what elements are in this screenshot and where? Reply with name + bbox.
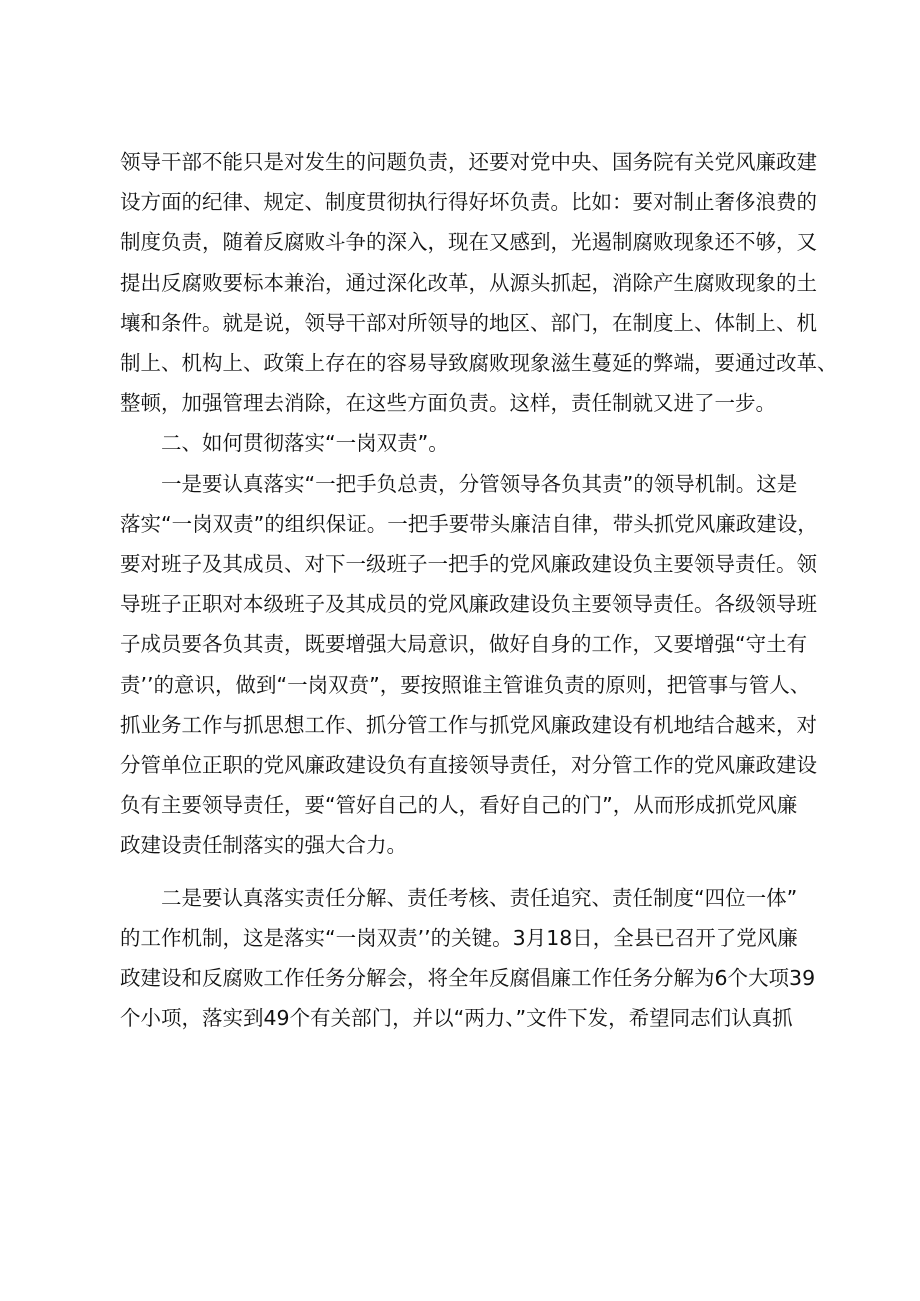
paragraph-1 <box>120 142 838 423</box>
text-line: 落实“一岗双责”的组织保证。一把手要带头廉洁自律，带头抓党风廉政建设， <box>120 511 818 536</box>
document-body <box>120 142 838 1038</box>
text-line: 二是要认真落实责任分解、责任考核、责任追究、责任制度“四位一体” <box>161 885 798 910</box>
text-line: 政建设和反腐败工作任务分解会，将全年反腐倡廉工作任务分解为6个大项39 <box>120 966 816 991</box>
text-line: 整顿，加强管理去消除，在这些方面负责。这样，责任制就又进了一步。 <box>120 391 776 416</box>
text-line: 负有主要领导责任，要“管好自己的人，看好自己的门”，从而形成抓党风廉 <box>120 793 798 818</box>
text-line: 制度负责，随着反腐败斗争的深入，现在又感到，光遏制腐败现象还不够，又 <box>120 230 817 255</box>
text-line: 导班子正职对本级班子及其成员的党风廉政建设负主要领导责任。各级领导班 <box>120 592 817 617</box>
text-line: 抓业务工作与抓思想工作、抓分管工作与抓党风廉政建设有机地结合越来，对 <box>120 712 817 737</box>
paragraph-4 <box>120 878 816 1039</box>
text-line: 的工作机制，这是落实“一岗双责’’的关键。3月18日，全县已召开了党风廉 <box>120 925 798 950</box>
paragraph-3 <box>120 464 818 866</box>
text-line: 提出反腐败要标本兼治，通过深化改革，从源头抓起，消除产生腐败现象的土 <box>120 270 817 295</box>
text-line: 领导干部不能只是对发生的问题负责，还要对党中央、国务院有关党风廉政建 <box>120 150 817 174</box>
text-line: 一是要认真落实“一把手负总责，分管领导各负其责”的领导机制。这是 <box>161 471 798 496</box>
text-line: 设方面的纪律、规定、制度贯彻执行得好坏负责。比如：要对制止奢侈浪费的 <box>120 190 817 215</box>
text-line: 子成员要各负其责，既要增强大局意识，做好自身的工作，又要增强“守土有 <box>120 632 808 657</box>
section-heading <box>120 423 810 463</box>
text-line: 分管单位正职的党风廉政建设负有直接领导责任，对分管工作的党风廉政建设 <box>120 753 817 778</box>
text-line: 责’’的意识，做到“一岗双贲”，要按照谁主管谁负责的原则，把管事与管人、 <box>120 672 811 697</box>
text-line: 制上、机构上、政策上存在的容易导致腐败现象滋生蔓延的弊端，要通过改革、 <box>120 351 838 376</box>
text-line: 政建设责任制落实的强大合力。 <box>120 833 407 858</box>
text-line: 个小项，落实到49个有关部门，并以“两力、”文件下发，希望同志们认真抓 <box>120 1006 793 1031</box>
text-line: 壤和条件。就是说，领导干部对所领导的地区、部门，在制度上、体制上、机 <box>120 310 817 335</box>
text-line: 要对班子及其成员、对下一级班子一把手的党风廉政建设负主要领导责任。领 <box>120 552 817 577</box>
heading-text: 二、如何贯彻落实“一岗双责”。 <box>161 431 449 456</box>
